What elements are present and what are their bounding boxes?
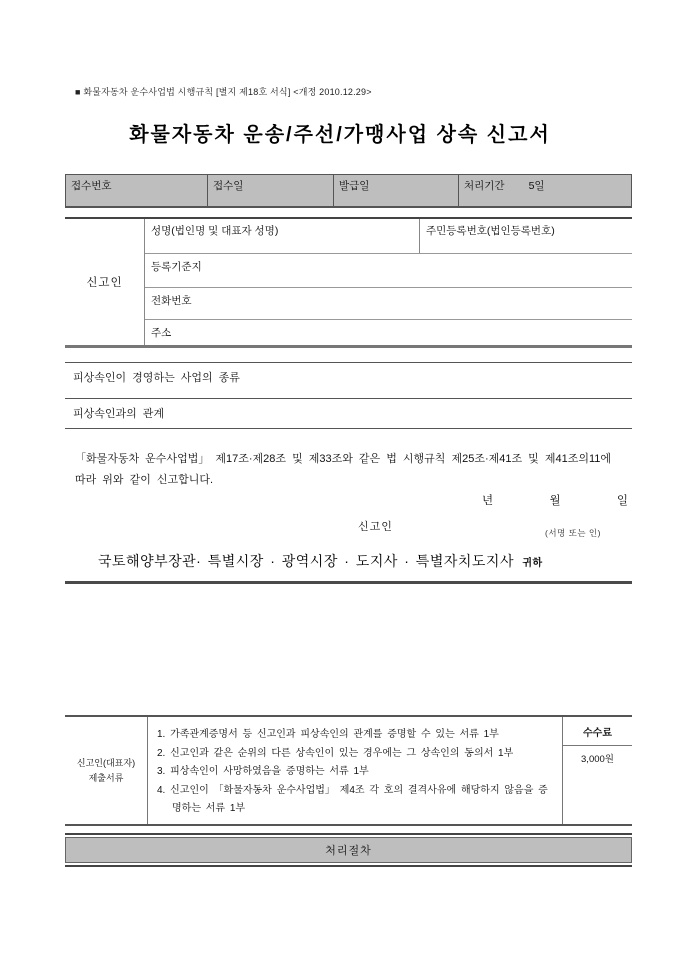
fee-column (562, 717, 632, 824)
applicant-table (65, 217, 632, 348)
attachments-row-label-line1: 신고인(대표자) (76, 758, 136, 769)
applicant-name-field-cell (145, 219, 419, 253)
attachment-item: 3. 피상속인이 사망하였음을 증명하는 서류 1부 (157, 766, 369, 777)
signature-note: (서명 또는 인) (545, 528, 601, 538)
process-bar-title: 처리절차 (65, 837, 632, 863)
applicant-registry-field-cell (145, 254, 632, 288)
attachments-table (65, 715, 632, 826)
attachments-row-label (65, 717, 148, 824)
date-month-label: 월 (549, 495, 561, 507)
receipt-date-cell (208, 175, 334, 206)
recipient-line (98, 551, 543, 571)
form-title: 화물자동차 운송/주선/가맹사업 상속 신고서 (129, 124, 551, 146)
form-reference-notice: ■ 화물자동차 운수사업법 시행규칙 [별지 제18호 서식] <개정 2010.12.29> (75, 87, 372, 97)
receipt-header-table (65, 174, 632, 208)
declaration-line-2: 따라 위와 같이 신고합니다. (75, 474, 214, 487)
processing-period-cell (459, 175, 631, 206)
attachments-list (148, 717, 562, 824)
declaration-paragraph (75, 449, 631, 492)
fee-value: 3,000원 (581, 754, 614, 765)
decedent-relation-label: 피상속인과의 관계 (73, 408, 165, 420)
applicant-phone-field-cell (145, 288, 632, 320)
process-section (65, 833, 632, 867)
issue-date-label: 발급일 (339, 180, 370, 192)
date-day-label: 일 (616, 495, 628, 507)
applicant-row-name (145, 219, 632, 254)
decedent-business-type-field-cell (65, 363, 632, 399)
decedent-table (65, 362, 632, 429)
applicant-resident-no-label: 주민등록번호(법인등록번호) (426, 225, 555, 237)
signer-label: 신고인 (358, 521, 393, 533)
fee-label: 수수료 (563, 717, 632, 746)
applicant-registry-label: 등록기준지 (151, 261, 202, 273)
receipt-number-label: 접수번호 (71, 180, 112, 192)
declaration-line-1: 「화물자동차 운수사업법」 제17조·제28조 및 제33조와 같은 법 시행규칙 제25조·제41조 및 제41조의11에 (75, 453, 611, 465)
processing-period-label: 처리기간 (464, 180, 505, 192)
issue-date-cell (334, 175, 459, 206)
decedent-business-type-label: 피상속인이 경영하는 사업의 종류 (73, 372, 240, 384)
recipient-honorific: 귀하 (522, 558, 543, 569)
decedent-relation-field-cell (65, 399, 632, 429)
applicant-name-label: 성명(법인명 및 대표자 성명) (151, 225, 279, 237)
attachment-item: 4. 신고인이 「화물자동차 운수사업법」 제4조 각 호의 결격사유에 해당하지 않음을 증명하는 서류 1부 (157, 784, 548, 814)
applicant-address-label: 주소 (151, 327, 172, 339)
attachment-item: 1. 가족관계증명서 등 신고인과 피상속인의 관계를 증명할 수 있는 서류 1부 (157, 729, 499, 740)
applicant-section-label: 신고인 (65, 219, 145, 345)
date-year-label: 년 (482, 495, 494, 507)
processing-period-value: 5일 (528, 180, 545, 192)
recipient-authorities: 국토해양부장관· 특별시장 · 광역시장 · 도지사 · 특별자치도지사 (98, 553, 514, 569)
receipt-number-cell (66, 175, 208, 206)
applicant-address-field-cell (145, 320, 632, 345)
attachments-row-label-line2: 제출서류 (88, 772, 124, 783)
applicant-phone-label: 전화번호 (151, 295, 192, 307)
section-divider-rule (65, 581, 632, 584)
date-line (482, 492, 628, 508)
receipt-date-label: 접수일 (213, 180, 244, 192)
applicant-resident-no-field-cell (419, 219, 632, 253)
attachment-item: 2. 신고인과 같은 순위의 다른 상속인이 있는 경우에는 그 상속인의 동의서 1부 (157, 747, 514, 759)
